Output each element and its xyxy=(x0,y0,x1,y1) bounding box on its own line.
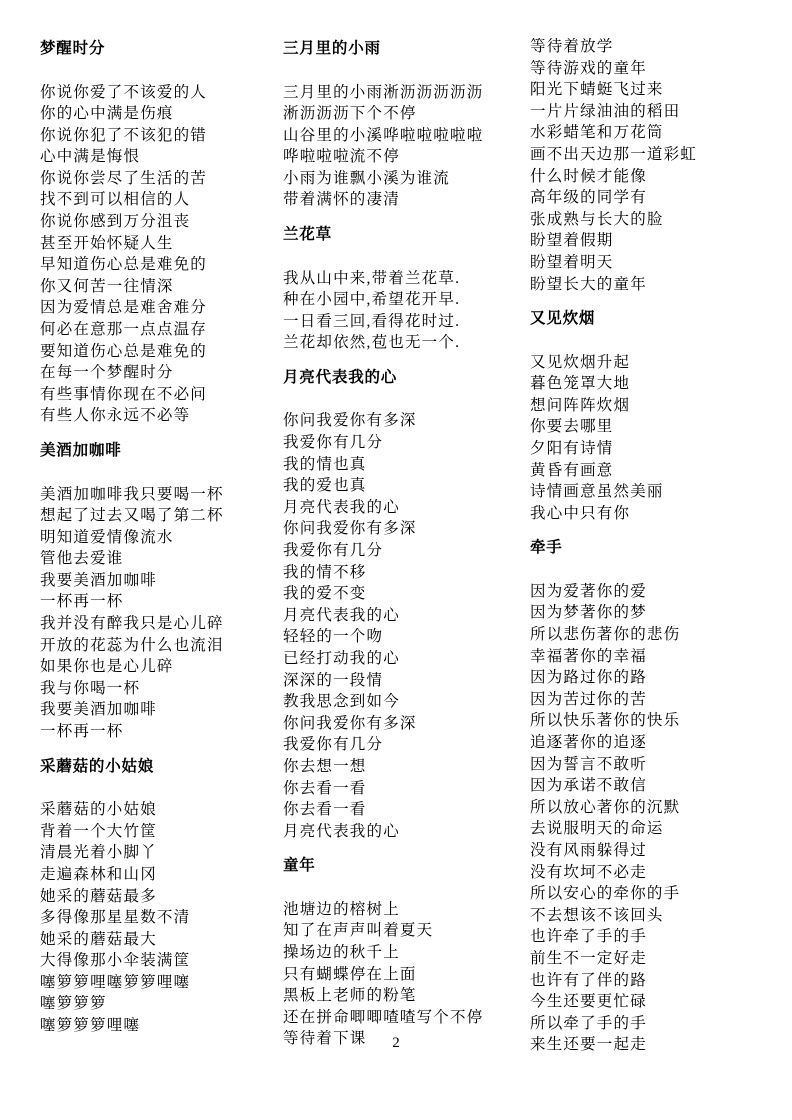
song-title: 三月里的小雨 xyxy=(283,40,381,57)
lyric-line: 所以牵了手的手 xyxy=(530,1014,647,1032)
lyric-line: 操场边的秋千上 xyxy=(283,944,400,961)
lyric-line: 你问我爱你有多深 xyxy=(283,412,417,430)
lyric-line: 因为爱情总是难舍难分 xyxy=(40,299,208,317)
lyric-line: 诗情画意虽然美丽 xyxy=(530,483,664,501)
lyric-line: 她采的蘑菇最多 xyxy=(40,887,157,905)
lyric-line: 不去想该不该回头 xyxy=(530,906,664,924)
lyric-line: 哗啦啦啦流不停 xyxy=(283,148,400,166)
lyric-line: 还在拼命唧唧喳喳写个不停 xyxy=(283,1008,484,1026)
lyric-line: 来生还要一起走 xyxy=(530,1036,647,1054)
lyrics-block xyxy=(530,352,775,525)
lyric-line: 美酒加咖啡我只要喝一杯 xyxy=(40,485,224,503)
lyric-line: 张成熟与长大的脸 xyxy=(530,210,664,228)
lyrics-block xyxy=(283,268,523,354)
lyric-line: 你去想一想 xyxy=(283,757,367,775)
lyric-line: 你问我爱你有多深 xyxy=(283,714,417,732)
song-title: 童年 xyxy=(283,857,316,875)
lyric-line: 没有坎坷不必走 xyxy=(530,863,647,881)
lyric-line: 又见炊烟升起 xyxy=(530,353,631,371)
lyric-line: 前生不一定好走 xyxy=(530,949,647,967)
lyric-line: 你的心中满是伤痕 xyxy=(40,105,174,123)
lyric-line: 噻箩箩箩哩噻 xyxy=(40,1017,141,1035)
lyrics-column-1 xyxy=(40,36,278,1037)
lyric-line: 等待游戏的童年 xyxy=(530,59,647,77)
lyric-line: 教我思念到如今 xyxy=(283,693,400,711)
lyric-line: 淅沥沥沥下个不停 xyxy=(283,105,417,123)
lyric-line: 暮色笼罩大地 xyxy=(530,375,631,393)
lyric-line: 轻轻的一个吻 xyxy=(283,628,384,646)
lyric-line: 甚至开始怀疑人生 xyxy=(40,234,174,252)
lyric-line: 只有蝴蝶停在上面 xyxy=(283,965,417,983)
lyric-line: 心中满是悔恨 xyxy=(40,148,141,166)
lyric-line: 早知道伤心总是难免的 xyxy=(40,256,208,274)
lyric-line: 你又何苦一往情深 xyxy=(40,277,174,295)
lyric-line: 所以快乐著你的快乐 xyxy=(530,712,681,730)
lyric-line: 一杯再一杯 xyxy=(40,723,124,741)
lyric-line: 画不出天边那一道彩虹 xyxy=(530,145,698,163)
lyrics-block xyxy=(283,82,523,212)
lyric-line: 在每一个梦醒时分 xyxy=(40,364,174,382)
lyric-line: 我的爱不变 xyxy=(283,585,367,603)
lyric-line: 开放的花蕊为什么也流泪 xyxy=(40,636,224,654)
lyric-line: 因为苦过你的苦 xyxy=(530,690,647,708)
song-title: 月亮代表我的心 xyxy=(283,368,398,386)
lyric-line: 也许牵了手的手 xyxy=(530,928,647,946)
lyric-line: 管他去爱谁 xyxy=(40,550,124,568)
lyric-line: 夕阳有诗情 xyxy=(530,440,614,457)
lyric-line: 采蘑菇的小姑娘 xyxy=(40,801,157,819)
lyric-line: 噻箩箩哩噻箩箩哩噻 xyxy=(40,973,191,991)
lyrics-block xyxy=(40,82,278,428)
lyric-line: 走遍森林和山冈 xyxy=(40,865,157,883)
lyric-line: 背着一个大竹筐 xyxy=(40,822,157,840)
lyric-line: 你问我爱你有多深 xyxy=(283,520,417,538)
lyric-line: 盼望长大的童年 xyxy=(530,275,647,293)
lyric-line: 池塘边的榕树上 xyxy=(283,900,400,918)
lyric-line: 追逐著你的追逐 xyxy=(530,734,647,752)
song-title: 又见炊烟 xyxy=(530,310,596,328)
lyric-line: 什么时候才能像 xyxy=(530,167,647,185)
lyrics-column-3 xyxy=(530,36,775,1056)
lyric-line: 我心中只有你 xyxy=(530,504,631,522)
lyric-line: 我的爱也真 xyxy=(283,477,367,495)
lyric-line: 我爱你有几分 xyxy=(283,736,384,754)
lyric-line: 有些事情你现在不必问 xyxy=(40,385,208,403)
lyric-line: 等待着放学 xyxy=(530,38,614,55)
lyric-line: 因为路过你的路 xyxy=(530,669,647,687)
lyric-line: 何必在意那一点点温存 xyxy=(40,321,208,339)
lyrics-block xyxy=(530,36,775,295)
lyric-line: 带着满怀的凄清 xyxy=(283,191,400,209)
lyrics-block xyxy=(283,899,523,1050)
lyrics-block xyxy=(40,484,278,743)
lyric-line: 我要美酒加咖啡 xyxy=(40,571,157,589)
lyric-line: 已经打动我的心 xyxy=(283,649,400,667)
lyric-line: 水彩蜡笔和万花筒 xyxy=(530,124,664,142)
lyric-line: 你去看一看 xyxy=(283,779,367,797)
lyric-line: 去说服明天的命运 xyxy=(530,820,664,838)
lyric-line: 所以安心的牵你的手 xyxy=(530,885,681,903)
lyric-line: 我并没有醉我只是心儿碎 xyxy=(40,615,224,633)
lyric-line: 一日看三回,看得花时过. xyxy=(283,312,461,330)
lyric-line: 明知道爱情像流水 xyxy=(40,528,174,546)
lyrics-block xyxy=(40,799,278,1037)
lyric-line: 盼望着明天 xyxy=(530,253,614,271)
lyric-line: 深深的一段情 xyxy=(283,671,384,689)
lyric-line: 你说你感到万分沮丧 xyxy=(40,213,191,231)
lyric-line: 有些人你永远不必等 xyxy=(40,407,191,425)
lyric-line: 如果你也是心儿碎 xyxy=(40,658,174,676)
page-number: 2 xyxy=(392,1035,400,1051)
lyric-line: 我爱你有几分 xyxy=(283,434,384,452)
lyric-line: 我的情也真 xyxy=(283,455,367,473)
lyric-line: 知了在声声叫着夏天 xyxy=(283,922,434,940)
lyric-line: 今生还要更忙碌 xyxy=(530,993,647,1011)
lyrics-column-2 xyxy=(283,36,523,1050)
lyric-line: 因为爱著你的爱 xyxy=(530,582,647,600)
lyric-line: 高年级的同学有 xyxy=(530,189,647,207)
lyric-line: 没有风雨躲得过 xyxy=(530,842,647,859)
lyric-line: 黄昏有画意 xyxy=(530,461,614,479)
lyric-line: 兰花却依然,苞也无一个. xyxy=(283,334,461,352)
lyric-line: 因为承诺不敢信 xyxy=(530,777,647,795)
lyrics-block xyxy=(283,410,523,842)
lyric-line: 月亮代表我的心 xyxy=(283,606,400,624)
lyric-line: 多得像那星星数不清 xyxy=(40,909,191,927)
lyric-line: 一杯再一杯 xyxy=(40,593,124,611)
lyric-line: 等待着下课 xyxy=(283,1030,367,1048)
lyric-line: 所以放心著你的沉默 xyxy=(530,798,681,816)
lyric-line: 山谷里的小溪哗啦啦啦啦啦 xyxy=(283,126,484,144)
song-title: 美酒加咖啡 xyxy=(40,442,122,459)
lyric-line: 你说你爱了不该爱的人 xyxy=(40,83,208,101)
lyric-line: 阳光下蜻蜓飞过来 xyxy=(530,81,664,99)
lyric-line: 我的情不移 xyxy=(283,563,367,581)
lyric-line: 她采的蘑菇最大 xyxy=(40,930,157,948)
lyric-line: 想问阵阵炊烟 xyxy=(530,396,631,414)
lyric-line: 要知道伤心总是难免的 xyxy=(40,342,208,360)
lyric-line: 清晨光着小脚丫 xyxy=(40,844,157,862)
lyric-line: 因为誓言不敢听 xyxy=(530,755,647,773)
lyric-line: 三月里的小雨淅沥沥沥沥沥 xyxy=(283,83,484,101)
lyric-line: 种在小园中,希望花开早. xyxy=(283,291,461,309)
lyric-line: 黑板上老师的粉笔 xyxy=(283,987,417,1005)
lyric-line: 月亮代表我的心 xyxy=(283,822,400,840)
lyric-line: 找不到可以相信的人 xyxy=(40,191,191,209)
lyric-line: 因为梦著你的梦 xyxy=(530,604,647,622)
lyric-line: 幸福著你的幸福 xyxy=(530,647,647,665)
song-title: 采蘑菇的小姑娘 xyxy=(40,757,155,775)
song-title: 牵手 xyxy=(530,539,563,557)
lyric-line: 月亮代表我的心 xyxy=(283,498,400,516)
lyric-line: 你说你尝尽了生活的苦 xyxy=(40,169,208,187)
lyric-line: 一片片绿油油的稻田 xyxy=(530,102,681,120)
lyric-line: 你说你犯了不该犯的错 xyxy=(40,126,208,144)
lyric-line: 我从山中来,带着兰花草. xyxy=(283,269,461,287)
song-title: 兰花草 xyxy=(283,226,332,244)
lyrics-block xyxy=(530,581,775,1056)
lyric-line: 我与你喝一杯 xyxy=(40,679,141,697)
lyric-line: 我要美酒加咖啡 xyxy=(40,701,157,719)
lyric-line: 你去看一看 xyxy=(283,801,367,819)
lyric-line: 小雨为谁飘小溪为谁流 xyxy=(283,169,451,187)
lyric-line: 大得像那小伞装满筐 xyxy=(40,952,191,970)
lyric-line: 也许有了伴的路 xyxy=(530,971,647,989)
lyric-line: 想起了过去又喝了第二杯 xyxy=(40,507,224,525)
lyric-line: 你要去哪里 xyxy=(530,418,614,436)
lyric-line: 所以悲伤著你的悲伤 xyxy=(530,626,681,644)
lyric-line: 噻箩箩箩 xyxy=(40,995,107,1013)
lyric-line: 盼望着假期 xyxy=(530,232,614,250)
lyric-line: 我爱你有几分 xyxy=(283,542,384,559)
song-title: 梦醒时分 xyxy=(40,40,106,57)
